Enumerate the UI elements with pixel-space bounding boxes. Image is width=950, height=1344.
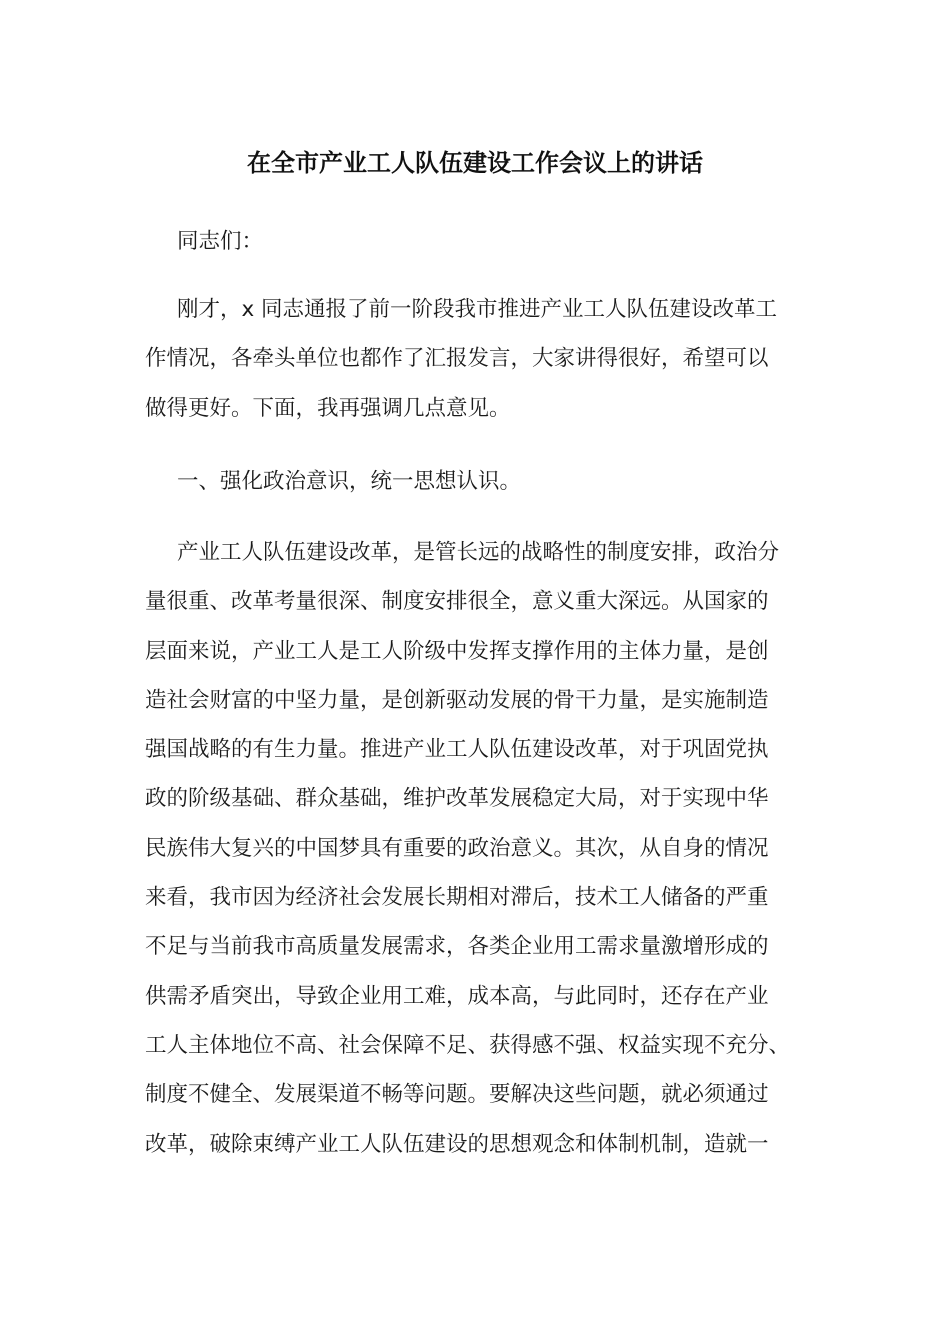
paragraph-line: 工人主体地位不高、社会保障不足、获得感不强、权益实现不充分、 <box>145 1032 791 1058</box>
paragraph-line: 量很重、改革考量很深、制度安排很全，意义重大深远。从国家的 <box>145 589 769 615</box>
paragraph-line: 供需矛盾突出，导致企业用工难，成本高，与此同时，还存在产业 <box>145 983 769 1009</box>
salutation <box>145 217 810 266</box>
paragraph-line: 改革，破除束缚产业工人队伍建设的思想观念和体制机制，造就一 <box>145 1131 769 1157</box>
paragraph-line: 来看，我市因为经济社会发展长期相对滞后，技术工人储备的严重 <box>145 885 769 911</box>
paragraph-line: 作情况，各牵头单位也都作了汇报发言，大家讲得很好，希望可以 <box>145 346 769 372</box>
paragraph-line: 制度不健全、发展渠道不畅等问题。要解决这些问题，就必须通过 <box>145 1082 769 1108</box>
paragraph-line: 政的阶级基础、群众基础，维护改革发展稳定大局，对于实现中华 <box>145 786 769 812</box>
paragraph-line: 层面来说，产业工人是工人阶级中发挥支撑作用的主体力量，是创 <box>145 638 769 664</box>
section-heading-line: 一、强化政治意识，统一思想认识。 <box>177 469 522 494</box>
paragraph-1 <box>145 285 810 433</box>
paragraph-line: 不足与当前我市高质量发展需求，各类企业用工需求量激增形成的 <box>145 934 769 960</box>
paragraph-line: 造社会财富的中坚力量，是创新驱动发展的骨干力量，是实施制造 <box>145 687 769 713</box>
paragraph-2 <box>145 528 810 1169</box>
section-heading-1 <box>145 457 810 506</box>
document-title: 在全市产业工人队伍建设工作会议上的讲话 <box>247 149 703 177</box>
paragraph-line: 刚才，x 同志通报了前一阶段我市推进产业工人队伍建设改革工 <box>177 297 778 322</box>
paragraph-line: 做得更好。下面，我再强调几点意见。 <box>145 395 511 421</box>
salutation-line: 同志们： <box>177 229 264 254</box>
paragraph-line: 强国战略的有生力量。推进产业工人队伍建设改革，对于巩固党执 <box>145 737 769 763</box>
paragraph-line: 民族伟大复兴的中国梦具有重要的政治意义。其次，从自身的情况 <box>145 835 769 861</box>
paragraph-line: 产业工人队伍建设改革，是管长远的战略性的制度安排，政治分 <box>177 540 780 565</box>
